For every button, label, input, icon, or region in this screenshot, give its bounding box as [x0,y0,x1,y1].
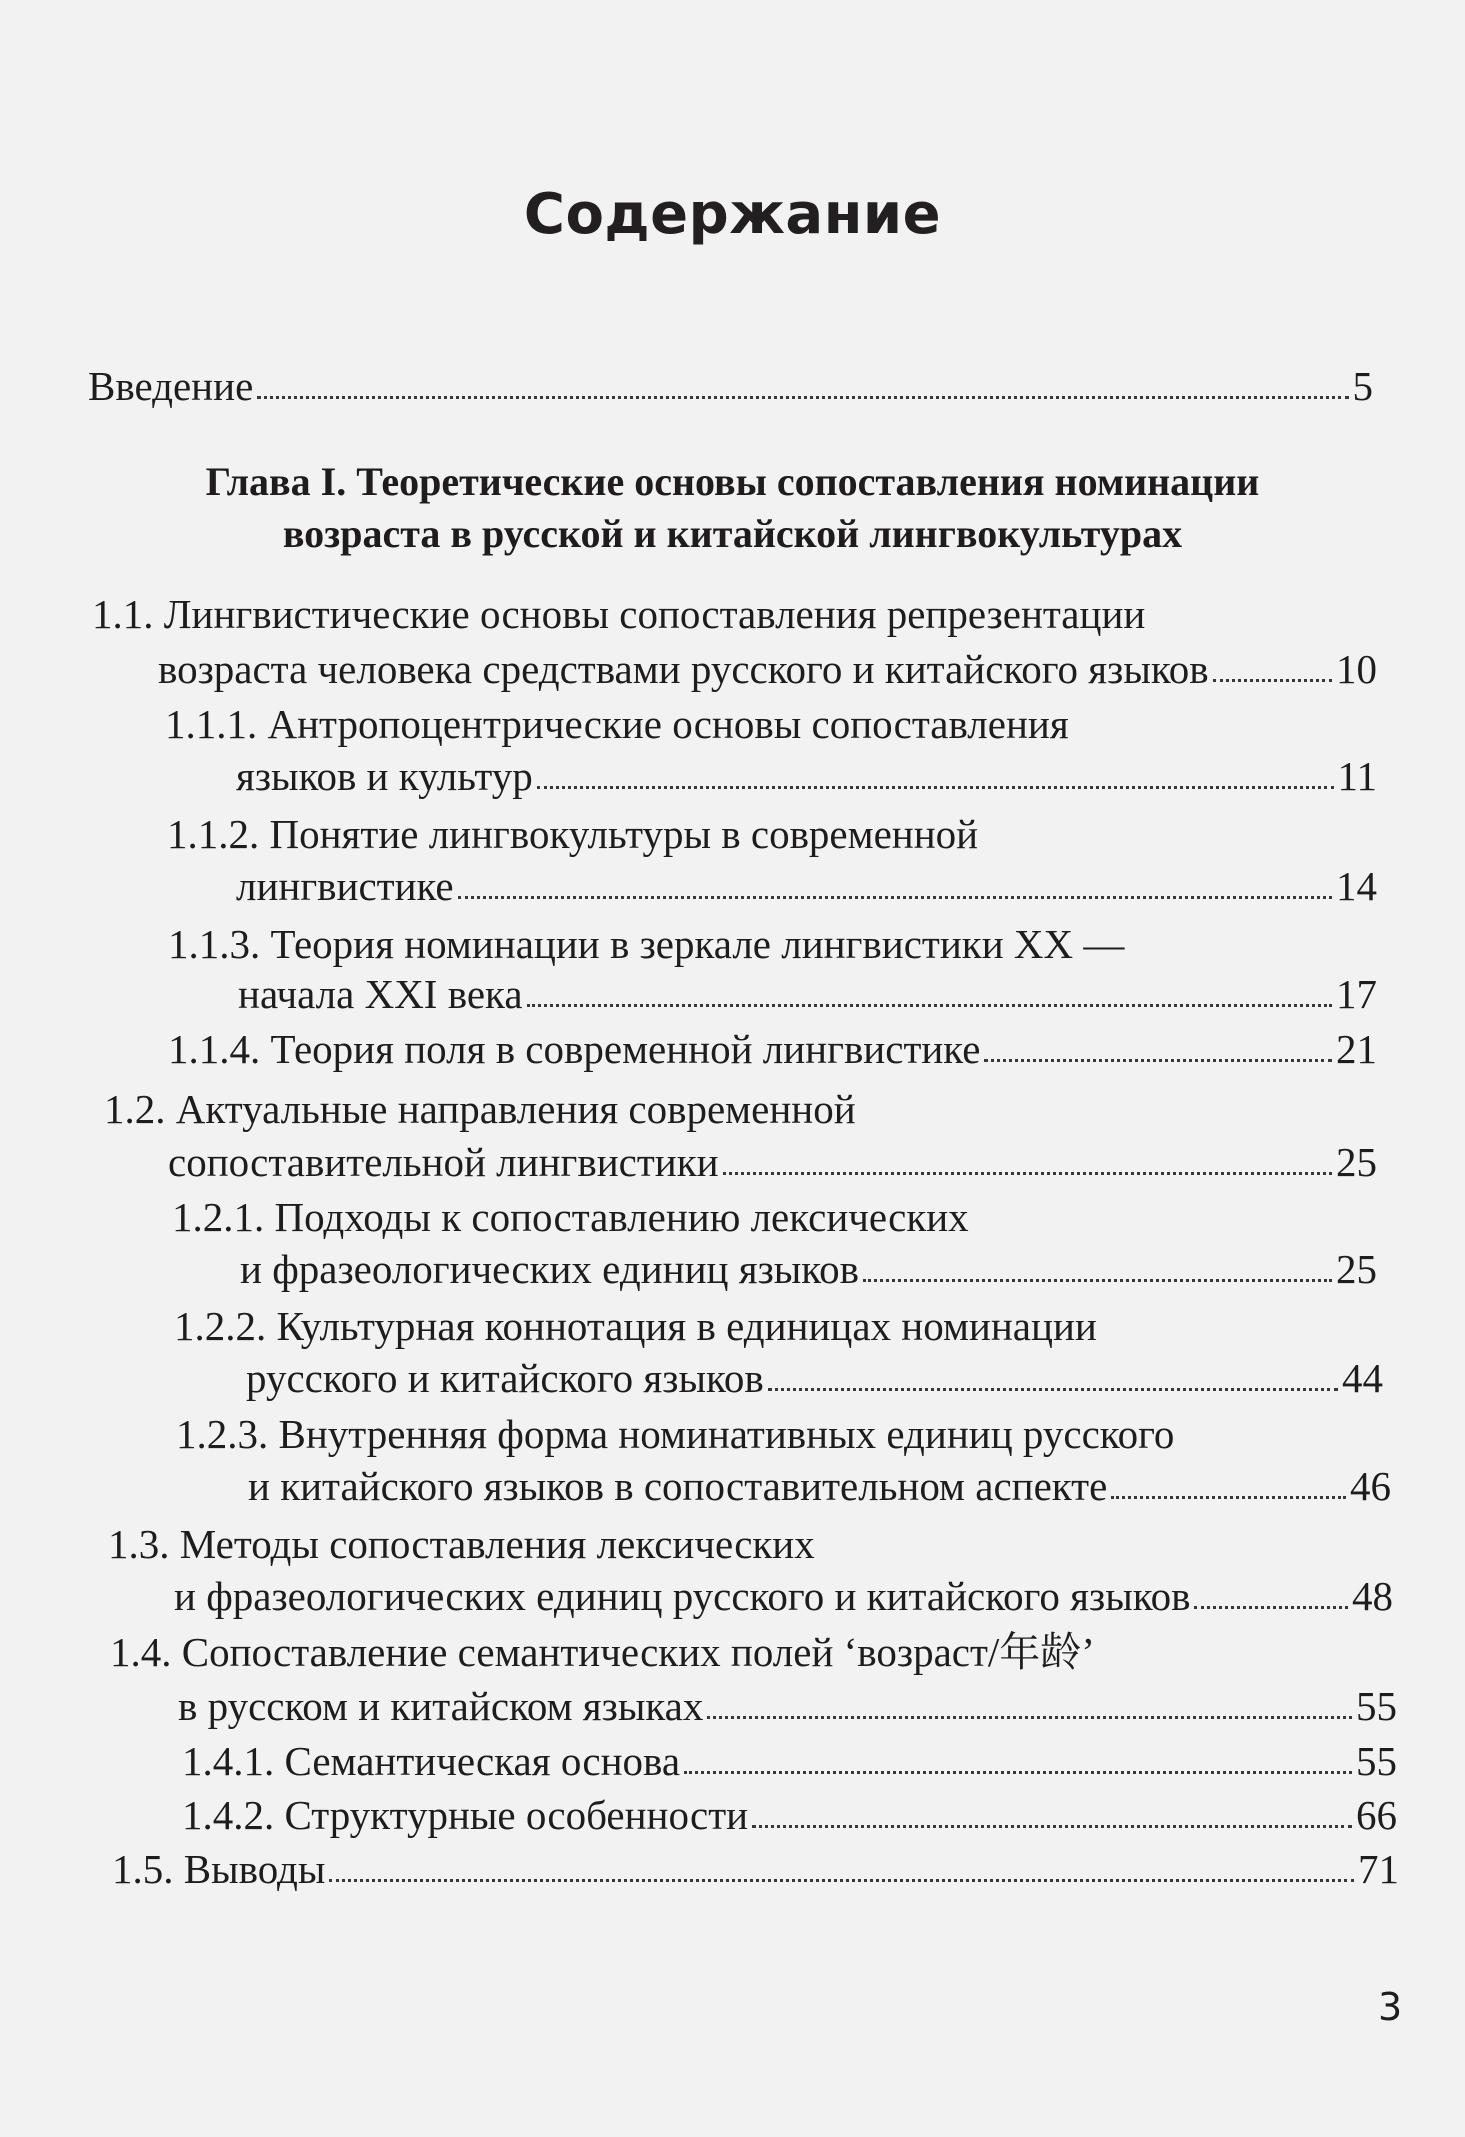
toc-entry-1-1-1-line1: 1.1.1. Антропоцентрические основы сопоставления [165,701,1069,747]
dot-leader [458,896,1332,899]
dot-leader [684,1771,1352,1774]
toc-label: 1.5. Выводы [112,1846,326,1892]
toc-entry-1-1-2 [236,862,1377,910]
toc-entry-1-3-line1: 1.3. Методы сопоставления лексических [108,1521,815,1567]
toc-entry-1-2-3-line1: 1.2.3. Внутренняя форма номинативных единиц русского [176,1411,1175,1457]
chapter-heading-line2: возраста в русской и китайской лингвокультурах [282,511,1183,556]
toc-page: 21 [1336,1026,1377,1072]
toc-entry-1-2-2-line1: 1.2.2. Культурная коннотация в единицах номинации [174,1303,1097,1349]
dot-leader [329,1879,1354,1882]
toc-page: 46 [1350,1463,1391,1509]
toc-page: 25 [1336,1139,1377,1185]
chapter-heading [0,456,1465,560]
toc-page: 11 [1337,753,1377,799]
toc-entry-1-3 [174,1572,1393,1620]
toc-page: 10 [1336,646,1377,692]
toc-page: 55 [1356,1738,1397,1784]
dot-leader [752,1825,1352,1828]
dot-leader [1194,1606,1348,1609]
toc-label: и китайского языков в сопоставительном аспекте [248,1463,1108,1509]
toc-label: и фразеологических единиц языков [240,1246,860,1292]
dot-leader [1111,1496,1346,1499]
dot-leader [527,1004,1332,1007]
toc-entry-1-1-1 [236,752,1377,800]
dot-leader [257,396,1348,399]
toc-entry-1-1-4 [168,1025,1377,1073]
dot-leader [1213,679,1332,682]
dot-leader [537,786,1334,789]
toc-entry-intro [88,362,1373,410]
toc-label: Введение [88,363,254,409]
toc-label: и фразеологических единиц русского и китайского языков [174,1573,1191,1619]
toc-label: сопоставительной лингвистики [168,1139,719,1185]
toc-page: 44 [1342,1355,1383,1401]
dot-leader [707,1716,1352,1719]
toc-entry-1-1-3 [238,970,1377,1018]
toc-label: 1.4.1. Семантическая основа [182,1738,681,1784]
chapter-heading-line1: Глава I. Теоретические основы сопоставления номинации [205,459,1260,504]
dot-leader [863,1279,1332,1282]
toc-label: 1.1.4. Теория поля в современной лингвистике [168,1026,981,1072]
toc-entry-1-4-2 [182,1791,1397,1839]
toc-page: 17 [1336,971,1377,1017]
toc-page: 25 [1336,1246,1377,1292]
toc-entry-1-1-line1: 1.1. Лингвистические основы сопоставления репрезентации [92,591,1146,637]
toc-entry-1-1 [158,645,1377,693]
toc-label: языков и культур [236,753,533,799]
toc-entry-1-4-1 [182,1737,1397,1785]
toc-page: 66 [1356,1792,1397,1838]
dot-leader [984,1059,1332,1062]
toc-page: 48 [1352,1573,1393,1619]
toc-label: возраста человека средствами русского и китайского языков [158,646,1209,692]
toc-label: начала XXI века [238,971,523,1017]
toc-entry-1-4 [178,1682,1397,1730]
toc-label: в русском и китайском языках [178,1683,704,1729]
toc-label: 1.4.2. Структурные особенности [182,1792,749,1838]
toc-entry-1-4-line1: 1.4. Сопоставление семантических полей ‘возраст/年龄’ [110,1629,1095,1675]
dot-leader [768,1388,1338,1391]
dot-leader [723,1172,1332,1175]
toc-entry-1-2-3 [248,1462,1391,1510]
toc-entry-1-2-1 [240,1245,1377,1293]
toc-page: 55 [1356,1683,1397,1729]
toc-entry-1-2-line1: 1.2. Актуальные направления современной [104,1086,856,1132]
page-title: Содержание [523,182,942,247]
toc-entry-1-5 [112,1845,1399,1893]
toc-entry-1-1-3-line1: 1.1.3. Теория номинации в зеркале лингвистики XX — [168,921,1125,967]
toc-entry-1-2-1-line1: 1.2.1. Подходы к сопоставлению лексических [172,1194,969,1240]
toc-entry-1-1-2-line1: 1.1.2. Понятие лингвокультуры в современной [167,811,979,857]
toc-page: 5 [1352,363,1373,409]
toc-entry-1-2-2 [246,1354,1383,1402]
toc-label: русского и китайского языков [246,1355,764,1401]
toc-label: лингвистике [236,863,454,909]
page-number: 3 [1378,1985,1403,2029]
toc-entry-1-2 [168,1138,1377,1186]
toc-page: 71 [1358,1846,1399,1892]
toc-page: 14 [1336,863,1377,909]
